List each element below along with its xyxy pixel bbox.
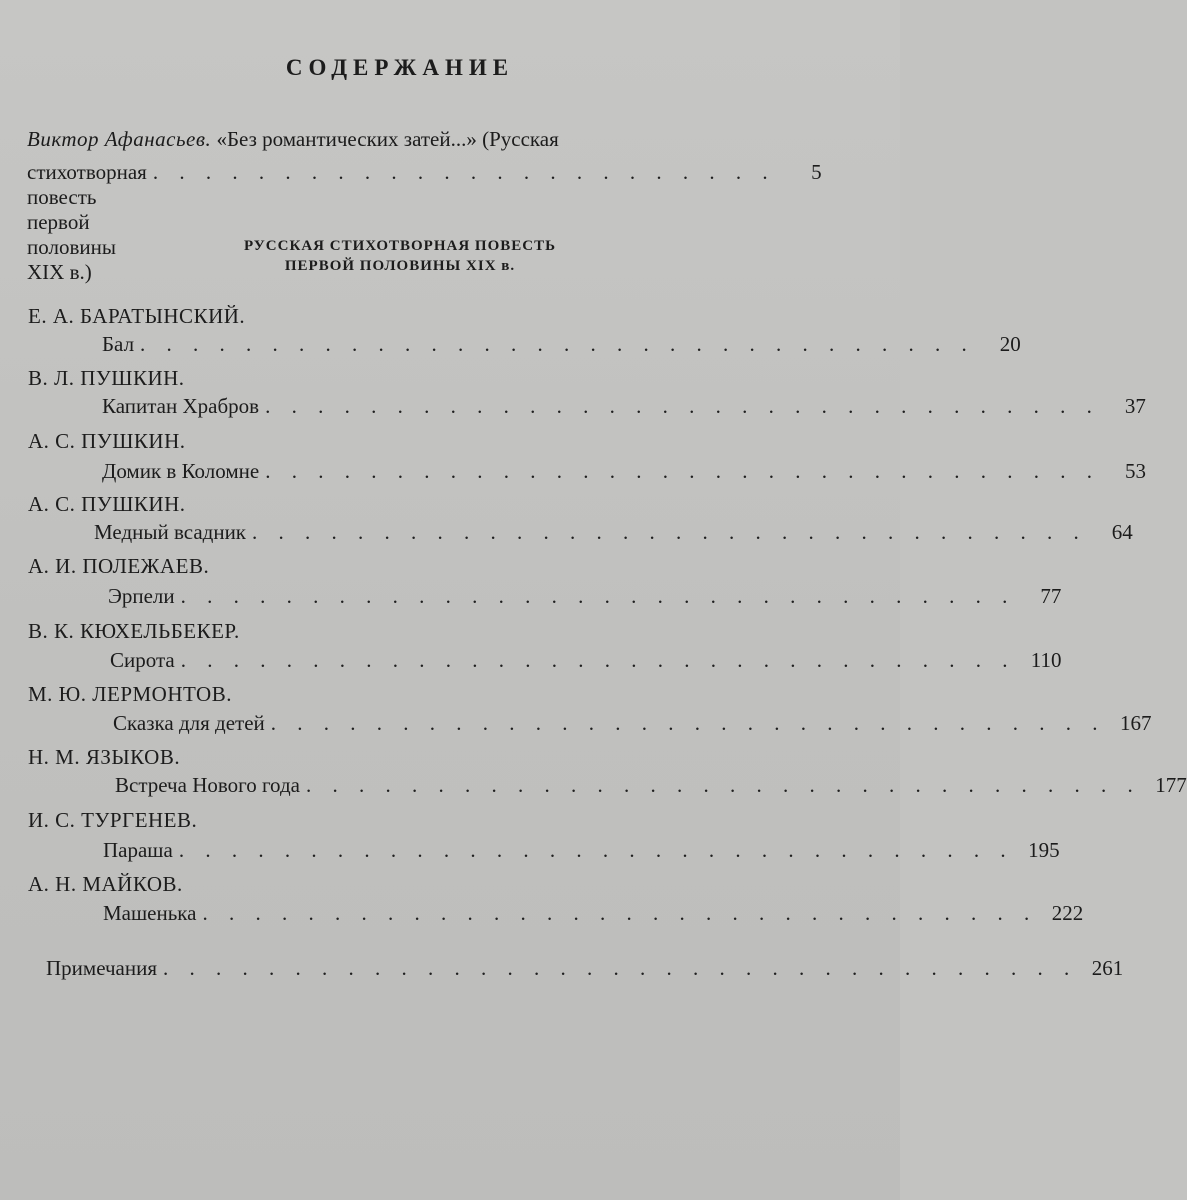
page-number: 77 bbox=[1040, 584, 1062, 608]
page-number: 195 bbox=[1028, 838, 1060, 862]
leader-dots: . . . . . . . . . . . . . . . . . . . . . . . . . . . . . . . . bbox=[180, 648, 1016, 672]
leader-dots: . . . . . . . . . . . . . . . . . . . . . . . . bbox=[152, 160, 776, 184]
work-title: Встреча Нового года bbox=[115, 773, 300, 797]
leader-dots: . . . . . . . . . . . . . . . . . . . . . . . . . . . . . . . . bbox=[270, 711, 1106, 735]
work-title: Сказка для детей bbox=[113, 711, 265, 735]
author-heading: А. С. ПУШКИН. bbox=[28, 429, 186, 453]
toc-entry bbox=[103, 838, 1060, 864]
work-title: Параша bbox=[103, 838, 173, 862]
intro-title-continued: стихотворная повесть первой половины XIX в.) bbox=[27, 160, 147, 284]
author-heading: И. С. ТУРГЕНЕВ. bbox=[28, 808, 198, 832]
page-number: 110 bbox=[1030, 648, 1062, 672]
author-heading: Н. М. ЯЗЫКОВ. bbox=[28, 745, 181, 769]
work-title: Сирота bbox=[110, 648, 175, 672]
leader-dots: . . . . . . . . . . . . . . . . . . . . . . . . . . . . . . . . . . . bbox=[163, 956, 1078, 980]
page-number: 37 bbox=[1124, 394, 1146, 418]
page-title: СОДЕРЖАНИЕ bbox=[285, 55, 515, 80]
leader-dots: . . . . . . . . . . . . . . . . . . . . . . . . . . . . . . . . bbox=[265, 394, 1100, 418]
author-heading: А. С. ПУШКИН. bbox=[28, 492, 186, 516]
toc-entry bbox=[115, 773, 1187, 799]
work-title: Машенька bbox=[103, 901, 197, 925]
leader-dots: . . . . . . . . . . . . . . . . . . . . . . . . . . . . . . . . bbox=[202, 901, 1038, 925]
section-heading bbox=[0, 236, 800, 276]
notes-label: Примечания bbox=[46, 956, 158, 980]
toc-entry-notes bbox=[46, 956, 1124, 982]
toc-entry bbox=[113, 711, 1152, 737]
leader-dots: . . . . . . . . . . . . . . . . . . . . . . . . . . . . . . . . bbox=[265, 459, 1100, 483]
toc-entry bbox=[102, 394, 1146, 420]
leader-dots: . . . . . . . . . . . . . . . . . . . . . . . . . . . . . . . . bbox=[252, 520, 1087, 544]
work-title: Медный всадник bbox=[94, 520, 247, 544]
page-number: 177 bbox=[1155, 773, 1187, 797]
section-heading-line-2: ПЕРВОЙ ПОЛОВИНЫ XIX в. bbox=[284, 258, 516, 274]
notes-page-number: 261 bbox=[1091, 956, 1124, 980]
toc-entry bbox=[94, 520, 1133, 546]
intro-title-part: «Без романтических затей...» (Русская bbox=[211, 127, 559, 151]
toc-entry bbox=[103, 901, 1084, 927]
page-number: 20 bbox=[999, 332, 1021, 356]
page-number: 167 bbox=[1120, 711, 1152, 735]
intro-page-number: 5 bbox=[811, 160, 822, 184]
author-heading: В. К. КЮХЕЛЬБЕКЕР. bbox=[28, 619, 240, 643]
author-heading: А. И. ПОЛЕЖАЕВ. bbox=[28, 554, 210, 578]
toc-entry bbox=[110, 648, 1062, 674]
work-title: Эрпели bbox=[108, 584, 175, 608]
section-heading-line-1: РУССКАЯ СТИХОТВОРНАЯ ПОВЕСТЬ bbox=[243, 238, 557, 254]
leader-dots: . . . . . . . . . . . . . . . . . . . . . . . . . . . . . . . . bbox=[140, 332, 975, 356]
work-title: Домик в Коломне bbox=[102, 459, 260, 483]
author-heading: А. Н. МАЙКОВ. bbox=[28, 872, 183, 896]
intro-author: Виктор Афанасьев. bbox=[27, 127, 212, 151]
toc-entry bbox=[108, 584, 1062, 610]
intro-line-1 bbox=[27, 127, 787, 152]
leader-dots: . . . . . . . . . . . . . . . . . . . . . . . . . . . . . . . . bbox=[178, 838, 1014, 862]
leader-dots: . . . . . . . . . . . . . . . . . . . . . . . . . . . . . . . . bbox=[180, 584, 1016, 608]
author-heading: М. Ю. ЛЕРМОНТОВ. bbox=[28, 682, 232, 706]
page-number: 222 bbox=[1051, 901, 1084, 925]
author-heading: В. Л. ПУШКИН. bbox=[28, 366, 185, 390]
author-heading: Е. А. БАРАТЫНСКИЙ. bbox=[28, 304, 246, 328]
work-title: Бал bbox=[102, 332, 135, 356]
page-number: 53 bbox=[1124, 459, 1146, 483]
toc-entry bbox=[102, 459, 1146, 485]
leader-dots: . . . . . . . . . . . . . . . . . . . . . . . . . . . . . . . . bbox=[305, 773, 1141, 797]
work-title: Капитан Храбров bbox=[102, 394, 260, 418]
toc-entry bbox=[102, 332, 1021, 358]
page-number: 64 bbox=[1111, 520, 1133, 544]
